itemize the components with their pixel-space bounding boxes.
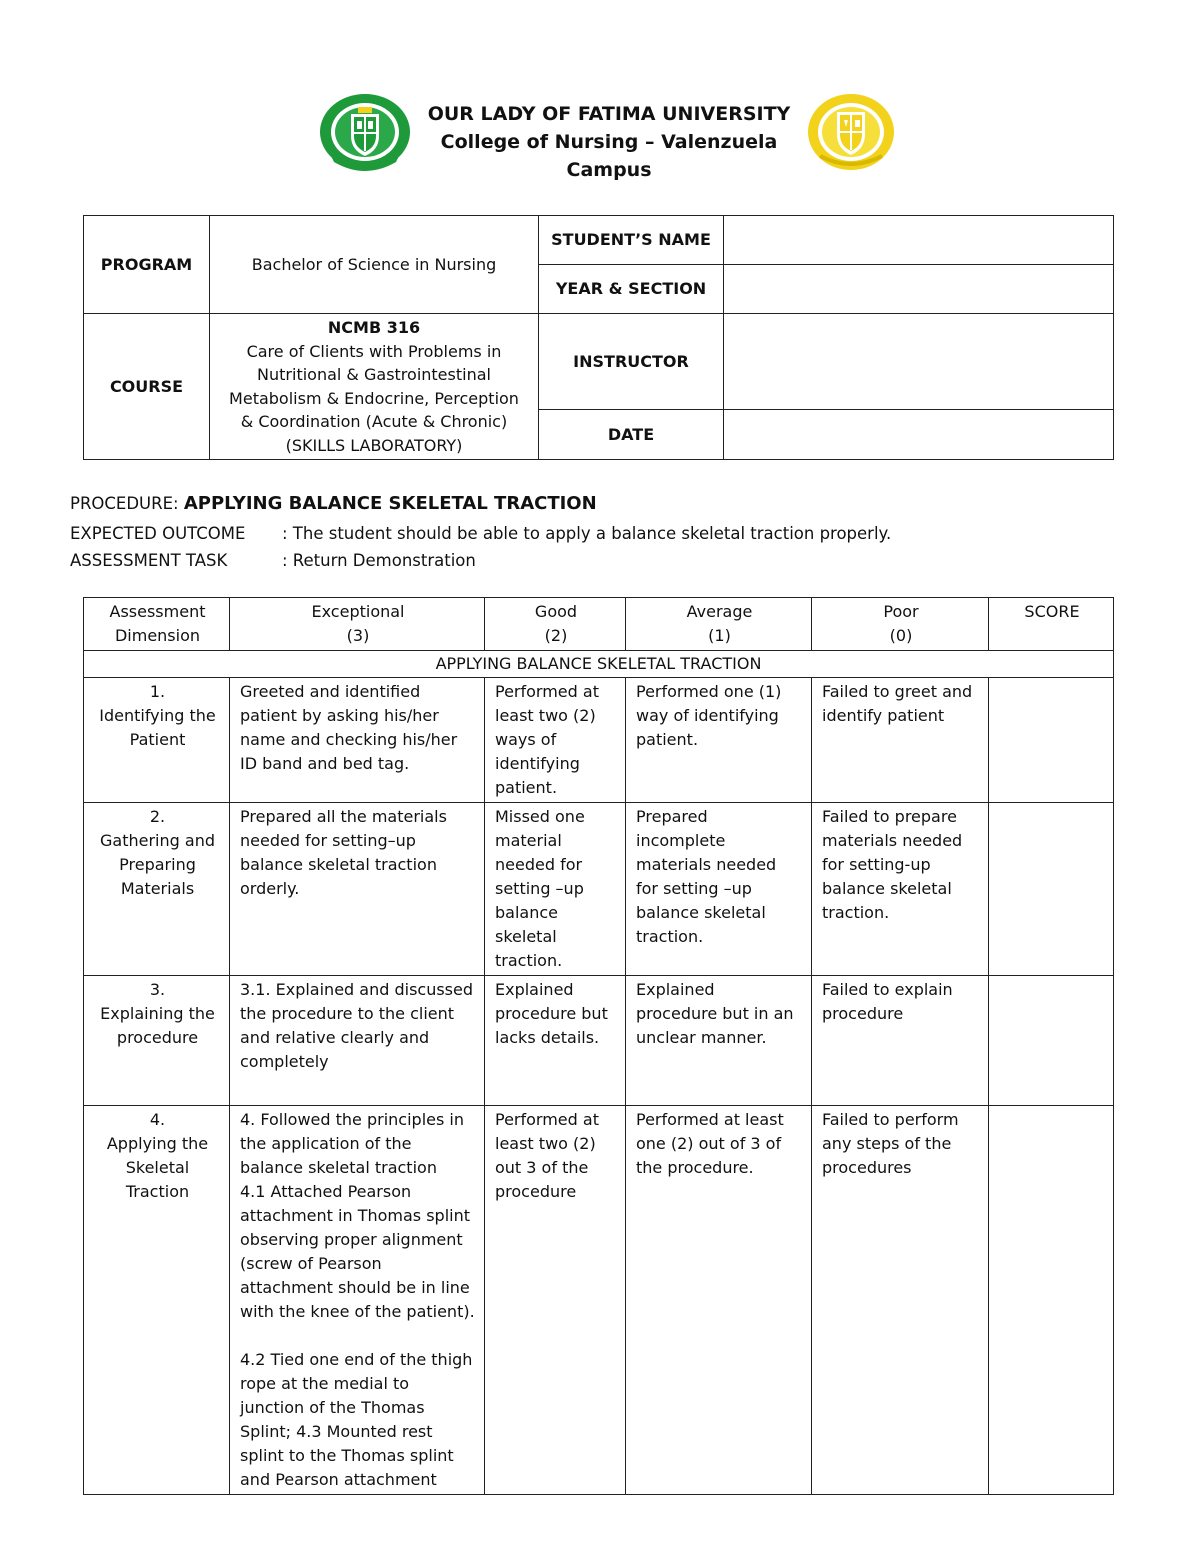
cell-line: procedure bbox=[116, 1028, 199, 1047]
cell-line: the procedure. bbox=[636, 1158, 754, 1177]
cell-line: out 3 of the bbox=[495, 1158, 589, 1177]
cell-line: materials needed bbox=[636, 855, 777, 874]
cell-line: rope at the medial to bbox=[240, 1374, 410, 1393]
good-cell bbox=[485, 803, 626, 976]
cell-line: procedures bbox=[822, 1158, 912, 1177]
cell-line: identifying bbox=[495, 754, 580, 773]
student-name-label: STUDENT’S NAME bbox=[539, 216, 724, 265]
year-section-field[interactable] bbox=[724, 265, 1114, 314]
cell-line bbox=[240, 1324, 476, 1348]
cell-line: junction of the Thomas bbox=[240, 1398, 425, 1417]
cell-line: unclear manner. bbox=[636, 1028, 767, 1047]
cell-line: skeletal bbox=[495, 927, 557, 946]
cell-line: procedure but bbox=[495, 1004, 608, 1023]
cell-line: observing proper alignment bbox=[240, 1230, 463, 1249]
cell-line: Performed at bbox=[495, 1110, 599, 1129]
course-line: Nutritional & Gastrointestinal bbox=[257, 365, 491, 384]
rubric-row bbox=[84, 803, 1114, 976]
cell-line: (screw of Pearson bbox=[240, 1254, 382, 1273]
cell-line: completely bbox=[240, 1052, 329, 1071]
rubric-row bbox=[84, 976, 1114, 1106]
instructor-label: INSTRUCTOR bbox=[539, 314, 724, 410]
procedure-section bbox=[70, 490, 1130, 574]
assessment-task-label: ASSESSMENT TASK bbox=[70, 551, 228, 570]
cell-line: Prepared bbox=[636, 807, 708, 826]
cell-line: Skeletal bbox=[125, 1158, 190, 1177]
header-good: Good (2) bbox=[485, 598, 626, 651]
cell-line: with the knee of the patient). bbox=[240, 1302, 475, 1321]
course-line: & Coordination (Acute & Chronic) bbox=[240, 412, 508, 431]
cell-line: balance skeletal traction bbox=[240, 1158, 437, 1177]
cell-line: Explained bbox=[636, 980, 715, 999]
cell-line: way of identifying bbox=[636, 706, 779, 725]
header-assessment-dimension: Assessment Dimension bbox=[84, 598, 230, 651]
cell-line: setting –up bbox=[495, 879, 584, 898]
dimension-cell bbox=[84, 678, 230, 803]
cell-line: materials needed bbox=[822, 831, 963, 850]
course-label: COURSE bbox=[84, 314, 210, 460]
green-seal-logo-icon bbox=[318, 92, 412, 172]
good-cell bbox=[485, 1106, 626, 1495]
dimension-cell bbox=[84, 1106, 230, 1495]
cell-line: for setting-up bbox=[822, 855, 931, 874]
cell-line: procedure bbox=[495, 1182, 577, 1201]
cell-line: Materials bbox=[120, 879, 195, 898]
cell-line: Preparing bbox=[119, 855, 196, 874]
cell-line: patient by asking his/her bbox=[240, 706, 439, 725]
exceptional-cell bbox=[230, 803, 485, 976]
cell-line: Greeted and identified bbox=[240, 682, 421, 701]
poor-cell bbox=[812, 803, 989, 976]
cell-line: Prepared all the materials bbox=[240, 807, 447, 826]
poor-cell bbox=[812, 1106, 989, 1495]
course-line: Care of Clients with Problems in bbox=[246, 341, 502, 361]
cell-line: for setting –up bbox=[636, 879, 752, 898]
cell-line: Performed one (1) bbox=[636, 682, 782, 701]
cell-line: material bbox=[495, 831, 562, 850]
cell-line: Splint; 4.3 Mounted rest bbox=[240, 1422, 433, 1441]
university-name: OUR LADY OF FATIMA UNIVERSITY bbox=[427, 103, 791, 125]
score-cell[interactable] bbox=[989, 678, 1114, 803]
cell-line: needed for bbox=[495, 855, 583, 874]
cell-line: balance skeletal bbox=[636, 903, 766, 922]
cell-line: Explained bbox=[495, 980, 574, 999]
cell-line: Applying the bbox=[106, 1134, 209, 1153]
header-poor: Poor (0) bbox=[812, 598, 989, 651]
exceptional-cell bbox=[230, 976, 485, 1106]
cell-line: 1. bbox=[149, 682, 166, 701]
instructor-field[interactable] bbox=[724, 314, 1114, 410]
program-label: PROGRAM bbox=[84, 216, 210, 314]
course-code: NCMB 316 bbox=[327, 318, 421, 337]
rubric-header-row bbox=[84, 598, 1114, 651]
cell-line: Failed to greet and bbox=[822, 682, 973, 701]
course-line: (SKILLS LABORATORY) bbox=[285, 435, 463, 455]
program-value: Bachelor of Science in Nursing bbox=[210, 216, 539, 314]
year-section-label: YEAR & SECTION bbox=[539, 265, 724, 314]
average-cell bbox=[626, 803, 812, 976]
cell-line: and Pearson attachment bbox=[240, 1470, 437, 1489]
exceptional-cell bbox=[230, 1106, 485, 1495]
cell-line: procedure but in an bbox=[636, 1004, 794, 1023]
cell-line: Traction bbox=[125, 1182, 190, 1201]
cell-line: balance skeletal traction bbox=[240, 855, 437, 874]
good-cell bbox=[485, 976, 626, 1106]
cell-line: the application of the bbox=[240, 1134, 412, 1153]
cell-line: needed for setting–up bbox=[240, 831, 416, 850]
cell-line: lacks details. bbox=[495, 1028, 600, 1047]
procedure-label: PROCEDURE: bbox=[70, 494, 184, 513]
rubric-row bbox=[84, 678, 1114, 803]
average-cell bbox=[626, 678, 812, 803]
exceptional-cell bbox=[230, 678, 485, 803]
cell-line: balance bbox=[495, 903, 558, 922]
cell-line: attachment in Thomas splint bbox=[240, 1206, 471, 1225]
cell-line: Patient bbox=[129, 730, 186, 749]
procedure-title: APPLYING BALANCE SKELETAL TRACTION bbox=[183, 493, 597, 514]
score-cell[interactable] bbox=[989, 1106, 1114, 1495]
cell-line: 2. bbox=[149, 807, 166, 826]
yellow-seal-logo-icon bbox=[806, 92, 896, 172]
cell-line: ID band and bed tag. bbox=[240, 754, 410, 773]
cell-line: orderly. bbox=[240, 879, 300, 898]
cell-line: ways of bbox=[495, 730, 557, 749]
dimension-cell bbox=[84, 976, 230, 1106]
expected-outcome-label: EXPECTED OUTCOME bbox=[70, 524, 246, 543]
cell-line: Missed one bbox=[495, 807, 585, 826]
cell-line: attachment should be in line bbox=[240, 1278, 470, 1297]
cell-line: 3.1. Explained and discussed bbox=[240, 980, 474, 999]
cell-line: Gathering and bbox=[100, 831, 215, 850]
average-cell bbox=[626, 1106, 812, 1495]
date-label: DATE bbox=[539, 410, 724, 460]
cell-line: incomplete bbox=[636, 831, 726, 850]
section-title: APPLYING BALANCE SKELETAL TRACTION bbox=[84, 651, 1114, 678]
cell-line: splint to the Thomas splint bbox=[240, 1446, 454, 1465]
header-exceptional: Exceptional (3) bbox=[230, 598, 485, 651]
cell-line: patient. bbox=[636, 730, 699, 749]
rubric-row bbox=[84, 1106, 1114, 1495]
course-description bbox=[210, 314, 539, 460]
cell-line: least two (2) bbox=[495, 1134, 596, 1153]
cell-line: 4. Followed the principles in bbox=[240, 1110, 464, 1129]
cell-line: the procedure to the client bbox=[240, 1004, 455, 1023]
cell-line: traction. bbox=[822, 903, 890, 922]
cell-line: 4. bbox=[149, 1110, 166, 1129]
dimension-cell bbox=[84, 803, 230, 976]
date-field[interactable] bbox=[724, 410, 1114, 460]
score-cell[interactable] bbox=[989, 803, 1114, 976]
header-score: SCORE bbox=[989, 598, 1114, 651]
assessment-task-value: : Return Demonstration bbox=[282, 551, 476, 570]
cell-line: traction. bbox=[495, 951, 563, 970]
expected-outcome-value: : The student should be able to apply a balance skeletal traction properly. bbox=[282, 524, 892, 543]
cell-line: name and checking his/her bbox=[240, 730, 458, 749]
cell-line: 3. bbox=[149, 980, 166, 999]
cell-line: Failed to explain bbox=[822, 980, 953, 999]
college-campus: College of Nursing – Valenzuela Campus bbox=[440, 131, 778, 181]
cell-line: and relative clearly and bbox=[240, 1028, 430, 1047]
course-info-table bbox=[83, 215, 1114, 460]
cell-line: balance skeletal bbox=[822, 879, 952, 898]
cell-line: Failed to prepare bbox=[822, 807, 957, 826]
course-line: Metabolism & Endocrine, Perception bbox=[229, 388, 519, 408]
cell-line: one (2) out of 3 of bbox=[636, 1134, 782, 1153]
cell-line: Identifying the bbox=[99, 706, 216, 725]
average-cell bbox=[626, 976, 812, 1106]
poor-cell bbox=[812, 976, 989, 1106]
cell-line: Performed at bbox=[495, 682, 599, 701]
cell-line: least two (2) bbox=[495, 706, 596, 725]
good-cell bbox=[485, 678, 626, 803]
cell-line: 4.2 Tied one end of the thigh bbox=[240, 1350, 473, 1369]
header-average: Average (1) bbox=[626, 598, 812, 651]
document-header bbox=[0, 90, 1200, 180]
cell-line: Failed to perform bbox=[822, 1110, 959, 1129]
cell-line: 4.1 Attached Pearson bbox=[240, 1182, 412, 1201]
cell-line: Explaining the bbox=[100, 1004, 215, 1023]
cell-line: patient. bbox=[495, 778, 558, 797]
score-cell[interactable] bbox=[989, 976, 1114, 1106]
poor-cell bbox=[812, 678, 989, 803]
cell-line: traction. bbox=[636, 927, 704, 946]
cell-line: Performed at least bbox=[636, 1110, 784, 1129]
rubric-table bbox=[83, 597, 1114, 1495]
cell-line: procedure bbox=[822, 1004, 904, 1023]
student-name-field[interactable] bbox=[724, 216, 1114, 265]
cell-line: identify patient bbox=[822, 706, 945, 725]
cell-line: any steps of the bbox=[822, 1134, 952, 1153]
rubric-section-row bbox=[84, 651, 1114, 678]
